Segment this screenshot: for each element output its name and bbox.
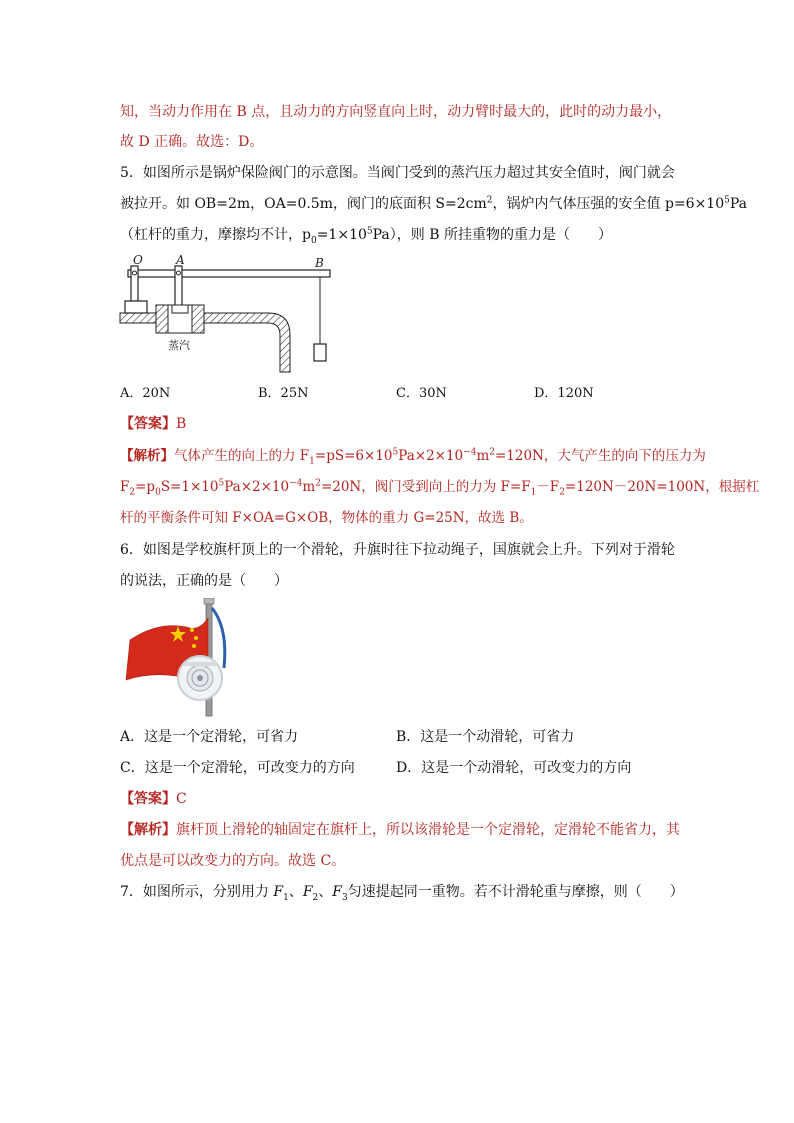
q5-stem-line2: 被拉开。如 OB=2m，OA=0.5m，阀门的底面积 $S=2cm^2$，锅炉内气体压强的安全值 $p=6\times 10^5Pa$	[120, 195, 748, 212]
hanging-weight	[314, 344, 326, 361]
q6-stem-line2: 的说法，正确的是（ ）	[120, 573, 288, 589]
q5-option-d: D．120N	[534, 386, 594, 401]
q4-analysis-line1: 知，当动力作用在 B 点，且动力的方向竖直向上时，动力臂时最大的，此时的动力最小，	[120, 104, 672, 120]
q5-option-b: B．25N	[258, 386, 309, 401]
label-o: O	[133, 253, 143, 267]
q5-stem-line1: 5．如图所示是锅炉保险阀门的示意图。当阀门受到的蒸汽压力超过其安全值时，阀门就会	[120, 165, 675, 181]
label-steam: 蒸汽	[168, 339, 190, 352]
q5-analysis-line1: 【解析】气体产生的向上的力 $F_1=pS=6\times 10^5Pa\times 2\times 10^{-4}m^2=120N$，大气产生的向下的压力为	[120, 447, 706, 467]
q6-answer: 【答案】C	[120, 791, 187, 807]
q7-stem-line1: 7．如图所示，分别用力 $F_1$、$F_2$、$F_3$匀速提起同一重物。若不计滑轮重与摩擦，则（ ）	[120, 884, 684, 903]
q5-option-c: C．30N	[396, 386, 447, 401]
q6-stem-line1: 6．如图是学校旗杆顶上的一个滑轮，升旗时往下拉动绳子，国旗就会上升。下列对于滑轮	[120, 542, 675, 558]
q6-analysis-line2: 优点是可以改变力的方向。故选 C。	[120, 853, 346, 869]
label-b: B	[315, 256, 324, 270]
q5-answer: 【答案】B	[120, 416, 187, 432]
flagpole-pulley-figure	[120, 598, 240, 718]
q6-analysis-line1: 【解析】旗杆顶上滑轮的轴固定在旗杆上，所以该滑轮是一个定滑轮，定滑轮不能省力，其	[120, 822, 680, 838]
q6-option-d: D．这是一个动滑轮，可改变力的方向	[396, 760, 632, 776]
boiler-valve-figure	[118, 252, 338, 374]
q6-option-c: C．这是一个定滑轮，可改变力的方向	[120, 760, 355, 776]
lever-bar	[128, 270, 330, 277]
q5-analysis-line2: $F_2=p_0S=1\times 10^5Pa\times 2\times 10^{-4}m^2=20N$，阀门受到向上的力为 $F=F_1-F_2=120N-20N=100N$，根据杠	[120, 478, 760, 498]
q5-stem-line3: （杠杆的重力，摩擦均不计，$p_0=1\times 10^5Pa$），则 B 所挂重物的重力是（ ）	[120, 226, 612, 246]
q6-option-a: A．这是一个定滑轮，可省力	[120, 729, 299, 745]
q4-analysis-line2: 故 D 正确。故选：D。	[120, 134, 264, 150]
q6-option-b: B．这是一个动滑轮，可省力	[396, 729, 575, 745]
label-a: A	[176, 253, 185, 267]
q5-option-a: A．20N	[120, 386, 171, 401]
q5-analysis-line3: 杆的平衡条件可知 F×OA=G×OB，物体的重力 G=25N，故选 B。	[120, 510, 533, 526]
